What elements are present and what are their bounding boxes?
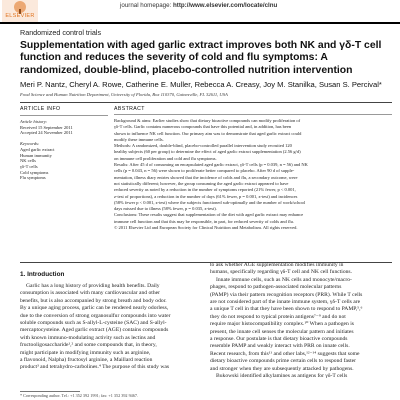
homepage-link[interactable]: http://www.elsevier.com/locate/clnu <box>173 2 278 9</box>
body-line: Garlic has a long history of providing health benefits. Daily <box>26 283 160 289</box>
abstract-line: z-test of proportions), a reduction in the number of days (61% fewer, p = 0.001, z-test) and incidences <box>114 193 298 199</box>
affiliation: Food Science and Human Nutrition Department, University of Florida, Box 110370, Gainesville, FL 32611, USA <box>20 92 228 97</box>
article-type: Randomized control trials <box>20 28 102 37</box>
abstract-line: mentation, illness diary entries showed that the incidence of colds and flu, a secondary outcome, were <box>114 174 298 180</box>
keyword: Human immunity <box>20 152 52 158</box>
abstract-line: shown to influence NK cell function. Our primary aim was to demonstrate that aged garlic extract could <box>114 130 302 136</box>
abstract-line: healthy subjects (60 per group) to determine the effect of aged garlic extract supplementation (2.56 g/d) <box>114 149 301 155</box>
abstract-line: modify these immune cells. <box>114 136 164 142</box>
body-line: (PAMP) via their pattern recognition receptors (PRR). While T cells <box>210 291 363 298</box>
body-line: fructooligosaccharide¹,² and some compounds that, in theory, <box>20 342 157 349</box>
body-line: require major histocompatibility complex.¹⁰ When a pathogen is <box>210 321 354 328</box>
abstract-line: (58% fewer p < 0.001, z-test) where the subjects functioned sub-optimally and the number of work/school <box>114 199 306 205</box>
abstract-line: Results: After 45 d of consuming an encapsulated aged garlic extract, γδ-T cells (p = 0.039, n = 56) and NK <box>114 162 308 168</box>
header-rule <box>0 22 400 24</box>
body-line: Recent research, from this¹¹ and other labs,¹²⁻¹⁴ suggests that some <box>210 350 360 357</box>
body-line: are not considered part of the innate immune system, γδ-T cells are <box>210 299 361 306</box>
keywords-label: Keywords: <box>20 141 40 147</box>
abstract-line: Background & aims: Earlier studies show that dietary bioactive compounds can modify proliferation of <box>114 118 301 123</box>
keyword: Aged garlic extract <box>20 146 55 152</box>
body-line: and stronger when they are subsequently attacked by pathogens. <box>210 365 354 372</box>
body-line: with known immuno-modulating activity such as lectins and <box>20 334 156 341</box>
abstract-heading: ABSTRACT <box>114 106 145 112</box>
body-line: resemble PAMP and weakly interact with PRR on innate cells. <box>210 343 350 350</box>
body-line: humans, specifically regarding γδ-T cell and NK cell functions. <box>210 269 353 276</box>
abstract-line: reduced severity as noted by a reduction in the number of symptoms reported (21% fewer, p < 0.001, <box>114 187 296 193</box>
body-line: mercaptocysteine. Aged garlic extract (AGE) contains compounds <box>20 327 169 334</box>
body-line: a unique T cell in that they have been shown to respond to PAMP,⁵,⁶ <box>210 306 363 313</box>
body-line: to ask whether AGE supplementation modifies immunity in <box>210 262 344 268</box>
keyword: NK cells <box>20 158 36 164</box>
history-item: Accepted 24 November 2011 <box>20 130 73 136</box>
journal-header <box>0 0 400 24</box>
article-title: Supplementation with aged garlic extract improves both NK and γδ-T cell function and reduces the severity of cold and flu symptoms: A randomized, double-blind, placebo-controlled nutrition intervention <box>20 40 382 76</box>
publisher-name: ELSEVIER <box>5 13 35 19</box>
body-line: soluble compounds such as S-allyl-L-cysteine (SAC) and S-allyl- <box>20 320 167 327</box>
abstract-line: days missed due to illness (58% fewer, p = 0.035, z-test). <box>114 206 217 212</box>
body-line: consumption is associated with many cardiovascular and other <box>20 290 160 297</box>
article-info-rule <box>20 115 108 116</box>
history-item: Received 15 September 2011 <box>20 124 73 130</box>
keyword: γδ-T cells <box>20 163 38 169</box>
body-line: they do not respond to typical protein antigens⁷⁻⁹ and do not <box>210 313 346 320</box>
body-line: benefits, but is also accompanied by strong breath and body odor. <box>20 297 167 304</box>
abstract-line: on immune cell proliferation and cold and flu symptoms. <box>114 155 217 161</box>
author-list: Meri P. Nantz, Cheryl A. Rowe, Catherine E. Muller, Rebecca A. Creasy, Joy M. Stanilka, Susan S. Percival* <box>20 80 382 89</box>
body-line: By a unique aging process, garlic can be rendered nearly odorless, <box>20 305 169 312</box>
body-line: dietary bioactive compounds prime certain cells to respond faster <box>210 358 357 365</box>
body-line: a flavonoid, Nalpha) fructosyl arginine, a Maillard reaction <box>20 357 153 364</box>
abstract <box>114 106 392 231</box>
section-rule <box>20 102 392 103</box>
keyword: Flu symptoms <box>20 175 46 181</box>
abstract-line: Conclusions: These results suggest that supplementation of the diet with aged garlic extract may enhance <box>114 212 304 218</box>
journal-homepage <box>120 2 277 9</box>
keyword: Cold symptoms <box>20 169 49 175</box>
body-line: present, the innate cell senses the molecular pattern and initiates <box>210 328 354 335</box>
abstract-line: not statistically different; however, the group consuming the aged garlic extract appeared to have <box>114 180 289 186</box>
article-info <box>20 106 108 181</box>
corresponding-author-note: * Corresponding author. Tel.: +1 352 392 1991; fax: +1 352 392 9467. <box>20 393 138 398</box>
footnote-rule <box>20 391 80 392</box>
body-line: product³ and tetrahydro-carbolines.⁴ The purpose of this study was <box>20 364 170 371</box>
abstract-line: γδ-T cells. Garlic contains numerous compounds that have this potential and, in addition, has been <box>114 124 292 130</box>
body-line: a response. Our postulate is that dietary bioactive compounds <box>210 336 348 343</box>
body-line: due to the conversion of strong organosulfur compounds into water <box>20 312 171 319</box>
body-line: might participate in modifying immunity such as arginine, <box>20 349 151 356</box>
introduction-heading: 1. Introduction <box>20 271 65 278</box>
article-info-heading: ARTICLE INFO <box>20 106 61 112</box>
abstract-line: © 2011 Elsevier Ltd and European Society for Clinical Nutrition and Metabolism. All rights reserved. <box>114 225 298 231</box>
body-column-left <box>20 283 198 372</box>
body-column-right <box>210 262 388 381</box>
abstract-rule <box>114 114 392 115</box>
history-label: Article history: <box>20 119 48 124</box>
homepage-prefix: journal homepage: <box>120 2 172 9</box>
abstract-line: immune cell function and that this may be responsible, in part, for reduced severity of colds and flu. <box>114 218 294 224</box>
abstract-line: Methods: A randomized, double-blind, placebo-controlled parallel intervention study recruited 120 <box>114 143 292 149</box>
abstract-line: cells (p = 0.043, n = 56) were shown to proliferate better compared to placebo. After 90 d of supple- <box>114 168 295 174</box>
body-line: phages, respond to pathogen-associated molecular patterns <box>210 284 342 291</box>
body-line: Bukowski identified alkylamines as antigens for γδ-T cells <box>216 373 348 380</box>
body-line: Innate immune cells, such as NK cells and monocyte/macro- <box>216 276 352 283</box>
